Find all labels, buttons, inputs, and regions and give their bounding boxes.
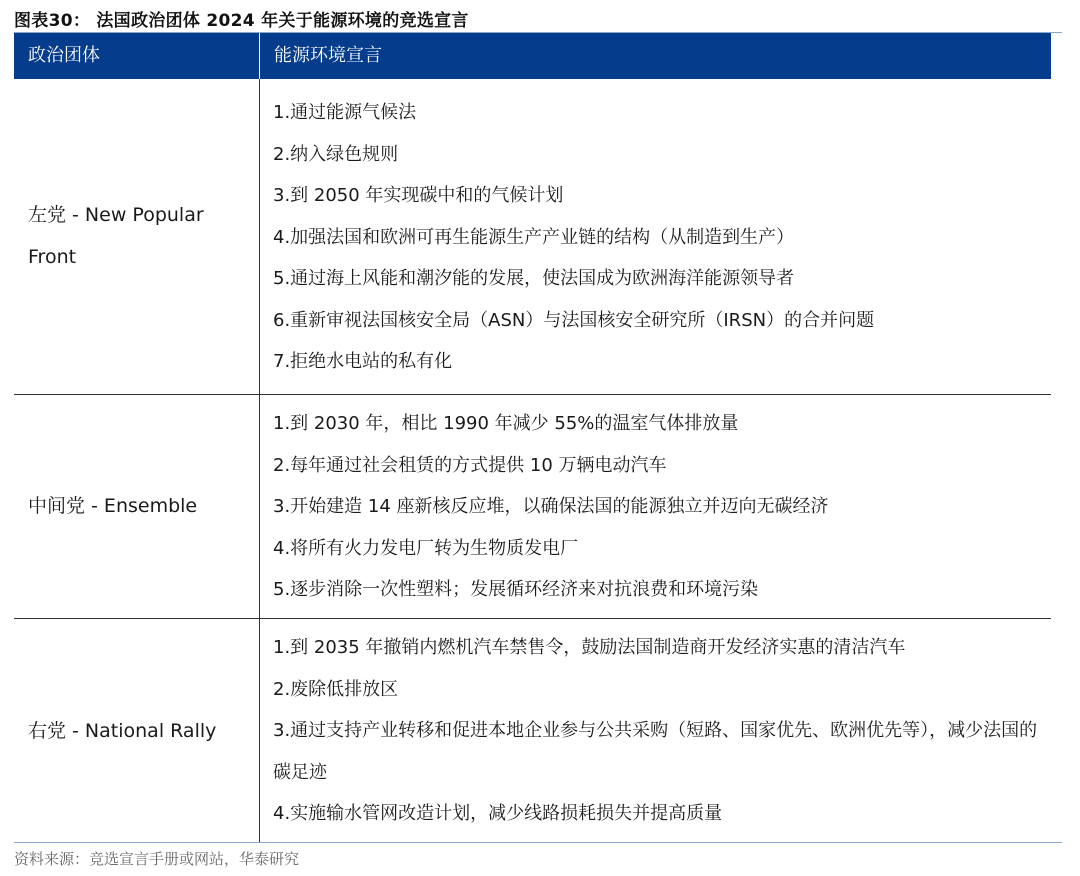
list-item: 4.加强法国和欧洲可再生能源生产产业链的结构（从制造到生产） bbox=[273, 226, 795, 248]
list-item: 3.到 2050 年实现碳中和的气候计划 bbox=[273, 185, 564, 206]
list-item: 6.重新审视法国核安全局（ASN）与法国核安全研究所（IRSN）的合并问题 bbox=[273, 309, 875, 331]
party-left: 左党 - New Popular Front bbox=[28, 204, 204, 268]
figure-title: 图表30： 法国政治团体 2024 年关于能源环境的竞选宣言 bbox=[14, 11, 469, 31]
header-political-group: 政治团体 bbox=[28, 45, 100, 66]
list-item: 2.废除低排放区 bbox=[273, 678, 399, 700]
party-right: 右党 - National Rally bbox=[28, 720, 217, 742]
manifesto-list-right bbox=[273, 627, 1043, 835]
row-divider bbox=[14, 618, 1051, 619]
bottom-rule bbox=[14, 842, 1062, 843]
list-item: 4.将所有火力发电厂转为生物质发电厂 bbox=[273, 537, 579, 559]
list-item: 5.通过海上风能和潮汐能的发展，使法国成为欧洲海洋能源领导者 bbox=[273, 268, 795, 289]
manifesto-list-left bbox=[273, 92, 1043, 383]
list-item: 1.到 2035 年撤销内燃机汽车禁售令，鼓励法国制造商开发经济实惠的清洁汽车 bbox=[273, 637, 906, 658]
row-divider bbox=[14, 394, 1051, 395]
list-item: 1.到 2030 年，相比 1990 年减少 55%的温室气体排放量 bbox=[273, 413, 739, 434]
header-energy-manifesto: 能源环境宣言 bbox=[274, 45, 382, 66]
list-item: 2.每年通过社会租赁的方式提供 10 万辆电动汽车 bbox=[273, 454, 667, 476]
party-center: 中间党 - Ensemble bbox=[28, 495, 198, 517]
list-item: 5.逐步消除一次性塑料；发展循环经济来对抗浪费和环境污染 bbox=[273, 579, 759, 600]
list-item: 1.通过能源气候法 bbox=[273, 102, 417, 123]
manifesto-list-center bbox=[273, 403, 1043, 611]
list-item: 4.实施输水管网改造计划，减少线路损耗损失并提高质量 bbox=[273, 803, 723, 824]
list-item: 2.纳入绿色规则 bbox=[273, 143, 399, 165]
column-divider bbox=[259, 79, 260, 842]
list-item: 7.拒绝水电站的私有化 bbox=[273, 351, 453, 372]
list-item: 3.通过支持产业转移和促进本地企业参与公共采购（短路、国家优先、欧洲优先等），减少法国的碳足迹 bbox=[273, 720, 1038, 783]
source-note: 资料来源：竞选宣言手册或网站，华泰研究 bbox=[14, 850, 300, 868]
table-header bbox=[14, 33, 1051, 79]
header-divider bbox=[259, 33, 260, 79]
list-item: 3.开始建造 14 座新核反应堆，以确保法国的能源独立并迈向无碳经济 bbox=[273, 496, 829, 517]
